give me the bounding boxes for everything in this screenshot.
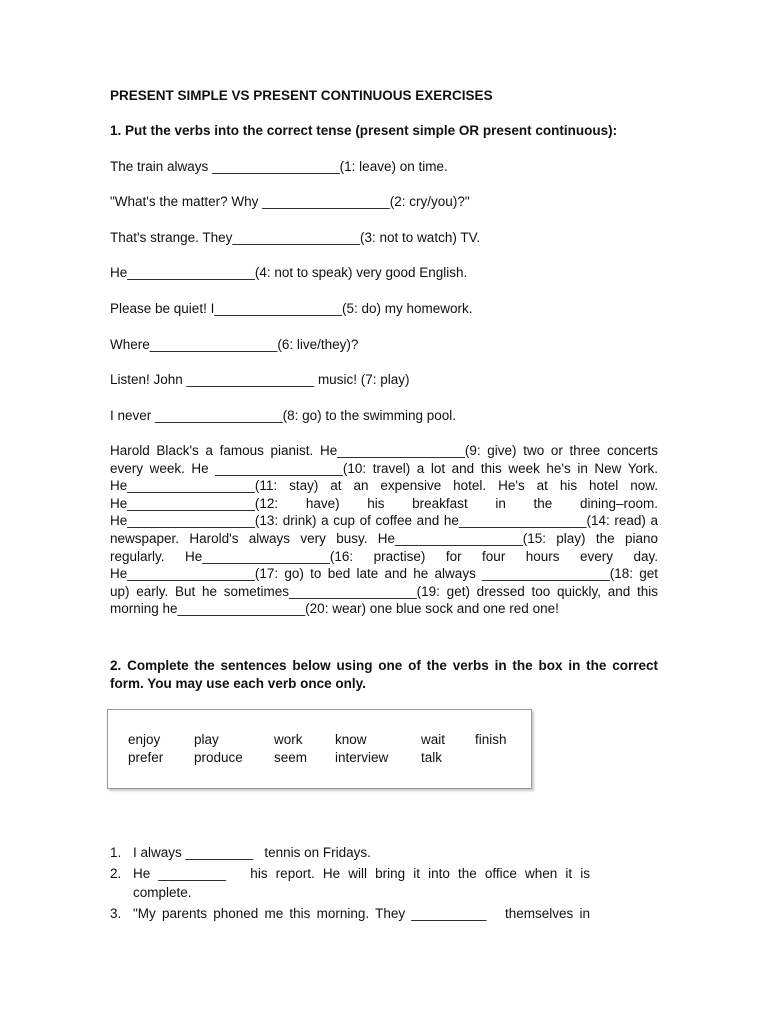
verb-box: [107, 709, 532, 789]
item-number: 1.: [110, 845, 122, 860]
item-number: 2.: [110, 866, 122, 881]
heading-line: 2. Complete the sentences below using one of the verbs in the box in the correct: [110, 658, 658, 673]
paragraph-line: Harold Black's a famous pianist. He_________________(9: give) two or three concerts: [110, 443, 658, 458]
sentence-7: Listen! John _________________ music! (7: play): [110, 372, 410, 387]
paragraph-line: He_________________(11: stay) at an expensive hotel. He's at his hotel now.: [110, 478, 658, 494]
verb-word: finish: [475, 732, 507, 747]
item-line: I always _________ tennis on Fridays.: [133, 845, 371, 860]
verb-word: play: [194, 732, 219, 747]
item-line: "My parents phoned me this morning. They __________ themselves in: [133, 906, 590, 921]
exercise-2-heading: [110, 657, 658, 692]
paragraph-line: newspaper. Harold's always very busy. He_________________(15: play) the piano: [110, 530, 658, 546]
sentence-3: That's strange. They_________________(3: not to watch) TV.: [110, 230, 481, 245]
sentence-1: The train always _________________(1: leave) on time.: [110, 159, 448, 174]
verb-word: know: [335, 732, 367, 747]
item-text: [133, 904, 590, 923]
heading-line: form. You may use each verb once only.: [110, 675, 366, 691]
verb-word: prefer: [128, 750, 164, 765]
verb-word: work: [274, 732, 303, 747]
worksheet-title: PRESENT SIMPLE VS PRESENT CONTINUOUS EXERCISES: [110, 88, 493, 103]
exercise-1-heading: 1. Put the verbs into the correct tense (present simple OR present continuous):: [110, 123, 618, 138]
paragraph-line: He_________________(12: have) his breakfast in the dining–room.: [110, 495, 658, 511]
sentence-4: He_________________(4: not to speak) very good English.: [110, 265, 468, 280]
item-line: complete.: [133, 885, 192, 900]
sentence-2: "What's the matter? Why _________________(2: cry/you)?": [110, 194, 470, 209]
harold-paragraph: [110, 442, 658, 618]
item-number: 3.: [110, 906, 122, 921]
sentence-8: I never _________________(8: go) to the swimming pool.: [110, 408, 456, 423]
verb-word: interview: [335, 750, 389, 765]
paragraph-line: He_________________(13: drink) a cup of coffee and he_________________(14: read) a: [110, 513, 658, 529]
item-line: He _________ his report. He will bring it into the office when it is: [133, 866, 590, 881]
verb-word: produce: [194, 750, 243, 765]
verb-word: talk: [421, 750, 443, 765]
verb-word: enjoy: [128, 732, 161, 747]
sentence-6: Where_________________(6: live/they)?: [110, 337, 359, 352]
sentence-5: Please be quiet! I_________________(5: do) my homework.: [110, 301, 473, 316]
paragraph-line: morning he_________________(20: wear) one blue sock and one red one!: [110, 601, 559, 617]
paragraph-line: regularly. He_________________(16: practise) for four hours every day.: [110, 548, 658, 564]
item-text: [133, 843, 590, 862]
paragraph-line: every week. He _________________(10: travel) a lot and this week he's in New York.: [110, 460, 658, 476]
verb-word: seem: [274, 750, 308, 765]
paragraph-line: He_________________(17: go) to bed late and he always _________________(18: get: [110, 566, 658, 582]
item-text: [133, 864, 590, 902]
paragraph-line: up) early. But he sometimes_________________(19: get) dressed too quickly, and this: [110, 583, 658, 599]
verb-word: wait: [421, 732, 446, 747]
